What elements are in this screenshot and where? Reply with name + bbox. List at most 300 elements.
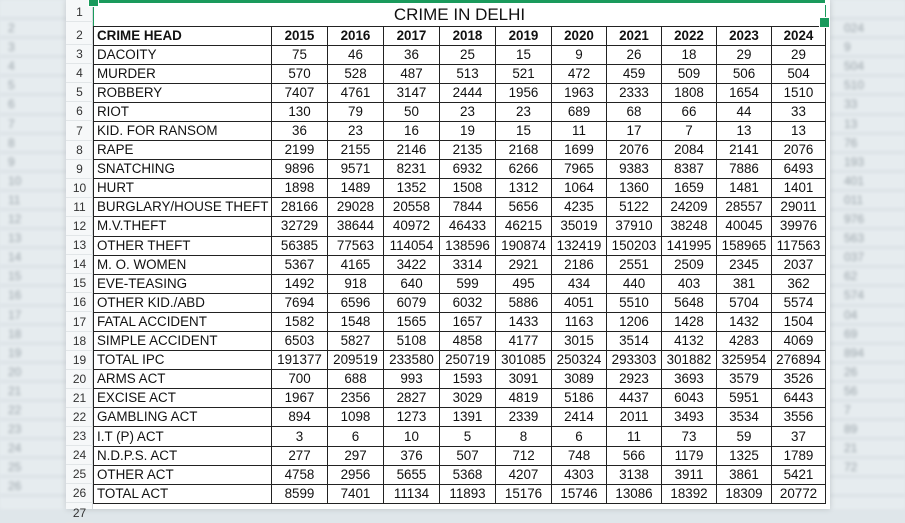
value-cell[interactable]: 20558 <box>384 198 440 217</box>
row-number[interactable]: 20 <box>66 370 93 389</box>
value-cell[interactable]: 3314 <box>440 255 496 274</box>
value-cell[interactable]: 250324 <box>552 351 607 370</box>
crime-head-cell[interactable]: OTHER ACT <box>94 465 272 484</box>
value-cell[interactable]: 141995 <box>662 236 717 255</box>
value-cell[interactable]: 487 <box>384 64 440 83</box>
value-cell[interactable]: 6443 <box>772 389 826 408</box>
crime-head-header[interactable]: CRIME HEAD <box>94 26 272 45</box>
value-cell[interactable]: 5827 <box>328 332 384 351</box>
value-cell[interactable]: 2037 <box>772 255 826 274</box>
value-cell[interactable]: 15746 <box>552 484 607 503</box>
year-header-9[interactable]: 2024 <box>772 26 826 45</box>
value-cell[interactable]: 1312 <box>496 179 552 198</box>
value-cell[interactable]: 1504 <box>772 312 826 331</box>
value-cell[interactable]: 599 <box>440 274 496 293</box>
value-cell[interactable]: 1352 <box>384 179 440 198</box>
crime-head-cell[interactable]: OTHER THEFT <box>94 236 272 255</box>
value-cell[interactable]: 9383 <box>607 160 662 179</box>
value-cell[interactable]: 3514 <box>607 332 662 351</box>
crime-head-cell[interactable]: BURGLARY/HOUSE THEFT <box>94 198 272 217</box>
value-cell[interactable]: 209519 <box>328 351 384 370</box>
selection-handle-right[interactable] <box>819 17 830 28</box>
crime-head-cell[interactable]: EXCISE ACT <box>94 389 272 408</box>
value-cell[interactable]: 1593 <box>440 370 496 389</box>
value-cell[interactable]: 3029 <box>440 389 496 408</box>
value-cell[interactable]: 13 <box>772 121 826 140</box>
row-number[interactable]: 23 <box>66 427 93 446</box>
value-cell[interactable]: 7 <box>662 121 717 140</box>
value-cell[interactable]: 1179 <box>662 446 717 465</box>
value-cell[interactable]: 918 <box>328 274 384 293</box>
value-cell[interactable]: 1428 <box>662 312 717 331</box>
value-cell[interactable]: 37 <box>772 427 826 446</box>
value-cell[interactable]: 277 <box>272 446 328 465</box>
value-cell[interactable]: 1492 <box>272 274 328 293</box>
value-cell[interactable]: 35019 <box>552 217 607 236</box>
value-cell[interactable]: 29011 <box>772 198 826 217</box>
value-cell[interactable]: 2135 <box>440 141 496 160</box>
crime-head-cell[interactable]: N.D.P.S. ACT <box>94 446 272 465</box>
value-cell[interactable]: 59 <box>717 427 772 446</box>
value-cell[interactable]: 15176 <box>496 484 552 503</box>
row-number[interactable]: 9 <box>66 160 93 179</box>
value-cell[interactable]: 1510 <box>772 83 826 102</box>
value-cell[interactable]: 2076 <box>772 141 826 160</box>
value-cell[interactable]: 528 <box>328 64 384 83</box>
value-cell[interactable]: 25 <box>440 45 496 64</box>
value-cell[interactable]: 440 <box>607 274 662 293</box>
value-cell[interactable]: 5368 <box>440 465 496 484</box>
value-cell[interactable]: 250719 <box>440 351 496 370</box>
value-cell[interactable]: 13086 <box>607 484 662 503</box>
value-cell[interactable]: 6493 <box>772 160 826 179</box>
value-cell[interactable]: 3 <box>272 427 328 446</box>
value-cell[interactable]: 513 <box>440 64 496 83</box>
row-number[interactable]: 3 <box>66 45 93 64</box>
row-number[interactable]: 5 <box>66 83 93 102</box>
row-number[interactable]: 12 <box>66 217 93 236</box>
value-cell[interactable]: 3861 <box>717 465 772 484</box>
value-cell[interactable]: 2827 <box>384 389 440 408</box>
value-cell[interactable]: 66 <box>662 102 717 121</box>
value-cell[interactable]: 233580 <box>384 351 440 370</box>
value-cell[interactable]: 5656 <box>496 198 552 217</box>
value-cell[interactable]: 5574 <box>772 293 826 312</box>
value-cell[interactable]: 1967 <box>272 389 328 408</box>
value-cell[interactable]: 16 <box>384 121 440 140</box>
value-cell[interactable]: 23 <box>328 121 384 140</box>
value-cell[interactable]: 1808 <box>662 83 717 102</box>
value-cell[interactable]: 4283 <box>717 332 772 351</box>
value-cell[interactable]: 26 <box>607 45 662 64</box>
value-cell[interactable]: 2444 <box>440 83 496 102</box>
crime-head-cell[interactable]: M. O. WOMEN <box>94 255 272 274</box>
value-cell[interactable]: 4177 <box>496 332 552 351</box>
value-cell[interactable]: 3526 <box>772 370 826 389</box>
value-cell[interactable]: 403 <box>662 274 717 293</box>
value-cell[interactable]: 1273 <box>384 408 440 427</box>
value-cell[interactable]: 24209 <box>662 198 717 217</box>
value-cell[interactable]: 1163 <box>552 312 607 331</box>
value-cell[interactable]: 276894 <box>772 351 826 370</box>
value-cell[interactable]: 689 <box>552 102 607 121</box>
value-cell[interactable]: 1432 <box>717 312 772 331</box>
value-cell[interactable]: 5421 <box>772 465 826 484</box>
value-cell[interactable]: 15 <box>496 45 552 64</box>
value-cell[interactable]: 33 <box>772 102 826 121</box>
value-cell[interactable]: 6079 <box>384 293 440 312</box>
crime-head-cell[interactable]: HURT <box>94 179 272 198</box>
row-number[interactable]: 13 <box>66 236 93 255</box>
value-cell[interactable]: 894 <box>272 408 328 427</box>
value-cell[interactable]: 1489 <box>328 179 384 198</box>
value-cell[interactable]: 158965 <box>717 236 772 255</box>
row-number[interactable]: 27 <box>66 504 93 523</box>
value-cell[interactable]: 507 <box>440 446 496 465</box>
row-number[interactable]: 1 <box>66 3 93 22</box>
value-cell[interactable]: 1582 <box>272 312 328 331</box>
value-cell[interactable]: 495 <box>496 274 552 293</box>
crime-head-cell[interactable]: EVE-TEASING <box>94 274 272 293</box>
value-cell[interactable]: 11893 <box>440 484 496 503</box>
value-cell[interactable]: 1481 <box>717 179 772 198</box>
value-cell[interactable]: 5186 <box>552 389 607 408</box>
year-header-0[interactable]: 2015 <box>272 26 328 45</box>
value-cell[interactable]: 23 <box>496 102 552 121</box>
value-cell[interactable]: 3493 <box>662 408 717 427</box>
value-cell[interactable]: 36 <box>384 45 440 64</box>
crime-head-cell[interactable]: SNATCHING <box>94 160 272 179</box>
spreadsheet[interactable] <box>66 0 830 520</box>
value-cell[interactable]: 3911 <box>662 465 717 484</box>
value-cell[interactable]: 2509 <box>662 255 717 274</box>
value-cell[interactable]: 1325 <box>717 446 772 465</box>
year-header-7[interactable]: 2022 <box>662 26 717 45</box>
value-cell[interactable]: 6932 <box>440 160 496 179</box>
value-cell[interactable]: 9571 <box>328 160 384 179</box>
crime-head-cell[interactable]: ARMS ACT <box>94 370 272 389</box>
value-cell[interactable]: 7886 <box>717 160 772 179</box>
value-cell[interactable]: 3089 <box>552 370 607 389</box>
value-cell[interactable]: 2168 <box>496 141 552 160</box>
value-cell[interactable]: 56385 <box>272 236 328 255</box>
value-cell[interactable]: 4069 <box>772 332 826 351</box>
value-cell[interactable]: 6266 <box>496 160 552 179</box>
value-cell[interactable]: 3693 <box>662 370 717 389</box>
value-cell[interactable]: 5122 <box>607 198 662 217</box>
crime-head-cell[interactable]: M.V.THEFT <box>94 217 272 236</box>
value-cell[interactable]: 13 <box>717 121 772 140</box>
value-cell[interactable]: 434 <box>552 274 607 293</box>
value-cell[interactable]: 28557 <box>717 198 772 217</box>
value-cell[interactable]: 1898 <box>272 179 328 198</box>
value-cell[interactable]: 44 <box>717 102 772 121</box>
value-cell[interactable]: 11 <box>607 427 662 446</box>
value-cell[interactable]: 79 <box>328 102 384 121</box>
value-cell[interactable]: 5886 <box>496 293 552 312</box>
value-cell[interactable]: 1565 <box>384 312 440 331</box>
value-cell[interactable]: 3556 <box>772 408 826 427</box>
year-header-5[interactable]: 2020 <box>552 26 607 45</box>
value-cell[interactable]: 190874 <box>496 236 552 255</box>
value-cell[interactable]: 4819 <box>496 389 552 408</box>
value-cell[interactable]: 2011 <box>607 408 662 427</box>
crime-head-cell[interactable]: OTHER KID./ABD <box>94 293 272 312</box>
value-cell[interactable]: 7401 <box>328 484 384 503</box>
value-cell[interactable]: 1963 <box>552 83 607 102</box>
row-number[interactable]: 2 <box>66 26 93 45</box>
value-cell[interactable]: 8387 <box>662 160 717 179</box>
value-cell[interactable]: 1654 <box>717 83 772 102</box>
value-cell[interactable]: 376 <box>384 446 440 465</box>
crime-head-cell[interactable]: TOTAL IPC <box>94 351 272 370</box>
value-cell[interactable]: 2141 <box>717 141 772 160</box>
crime-head-cell[interactable]: TOTAL ACT <box>94 484 272 503</box>
value-cell[interactable]: 3579 <box>717 370 772 389</box>
value-cell[interactable]: 17 <box>607 121 662 140</box>
table-title[interactable]: CRIME IN DELHI <box>94 5 826 26</box>
value-cell[interactable]: 1206 <box>607 312 662 331</box>
value-cell[interactable]: 6 <box>552 427 607 446</box>
value-cell[interactable]: 700 <box>272 370 328 389</box>
value-cell[interactable]: 191377 <box>272 351 328 370</box>
value-cell[interactable]: 11 <box>552 121 607 140</box>
value-cell[interactable]: 748 <box>552 446 607 465</box>
year-header-8[interactable]: 2023 <box>717 26 772 45</box>
value-cell[interactable]: 6 <box>328 427 384 446</box>
value-cell[interactable]: 4858 <box>440 332 496 351</box>
value-cell[interactable]: 4132 <box>662 332 717 351</box>
value-cell[interactable]: 1657 <box>440 312 496 331</box>
year-header-3[interactable]: 2018 <box>440 26 496 45</box>
row-number[interactable]: 18 <box>66 332 93 351</box>
value-cell[interactable]: 4207 <box>496 465 552 484</box>
crime-head-cell[interactable]: ROBBERY <box>94 83 272 102</box>
crime-head-cell[interactable]: SIMPLE ACCIDENT <box>94 332 272 351</box>
row-number[interactable]: 14 <box>66 255 93 274</box>
crime-head-cell[interactable]: RIOT <box>94 102 272 121</box>
value-cell[interactable]: 3422 <box>384 255 440 274</box>
crime-head-cell[interactable]: FATAL ACCIDENT <box>94 312 272 331</box>
value-cell[interactable]: 39976 <box>772 217 826 236</box>
value-cell[interactable]: 5951 <box>717 389 772 408</box>
value-cell[interactable]: 521 <box>496 64 552 83</box>
value-cell[interactable]: 38644 <box>328 217 384 236</box>
value-cell[interactable]: 4758 <box>272 465 328 484</box>
value-cell[interactable]: 459 <box>607 64 662 83</box>
value-cell[interactable]: 20772 <box>772 484 826 503</box>
value-cell[interactable]: 11134 <box>384 484 440 503</box>
value-cell[interactable]: 36 <box>272 121 328 140</box>
value-cell[interactable]: 23 <box>440 102 496 121</box>
crime-head-cell[interactable]: DACOITY <box>94 45 272 64</box>
value-cell[interactable]: 712 <box>496 446 552 465</box>
value-cell[interactable]: 40972 <box>384 217 440 236</box>
value-cell[interactable]: 4165 <box>328 255 384 274</box>
value-cell[interactable]: 5367 <box>272 255 328 274</box>
row-number[interactable]: 8 <box>66 141 93 160</box>
value-cell[interactable]: 77563 <box>328 236 384 255</box>
value-cell[interactable]: 40045 <box>717 217 772 236</box>
value-cell[interactable]: 29 <box>772 45 826 64</box>
value-cell[interactable]: 2333 <box>607 83 662 102</box>
value-cell[interactable]: 509 <box>662 64 717 83</box>
value-cell[interactable]: 2923 <box>607 370 662 389</box>
value-cell[interactable]: 2084 <box>662 141 717 160</box>
value-cell[interactable]: 2414 <box>552 408 607 427</box>
value-cell[interactable]: 2345 <box>717 255 772 274</box>
value-cell[interactable]: 2076 <box>607 141 662 160</box>
value-cell[interactable]: 150203 <box>607 236 662 255</box>
value-cell[interactable]: 1433 <box>496 312 552 331</box>
value-cell[interactable]: 993 <box>384 370 440 389</box>
value-cell[interactable]: 1098 <box>328 408 384 427</box>
value-cell[interactable]: 132419 <box>552 236 607 255</box>
value-cell[interactable]: 5655 <box>384 465 440 484</box>
value-cell[interactable]: 15 <box>496 121 552 140</box>
value-cell[interactable]: 7407 <box>272 83 328 102</box>
value-cell[interactable]: 8231 <box>384 160 440 179</box>
value-cell[interactable]: 4235 <box>552 198 607 217</box>
value-cell[interactable]: 29 <box>717 45 772 64</box>
value-cell[interactable]: 7844 <box>440 198 496 217</box>
value-cell[interactable]: 2146 <box>384 141 440 160</box>
row-number[interactable]: 21 <box>66 389 93 408</box>
value-cell[interactable]: 8 <box>496 427 552 446</box>
value-cell[interactable]: 293303 <box>607 351 662 370</box>
value-cell[interactable]: 9896 <box>272 160 328 179</box>
row-number[interactable]: 22 <box>66 408 93 427</box>
row-number[interactable]: 17 <box>66 313 93 332</box>
value-cell[interactable]: 3138 <box>607 465 662 484</box>
value-cell[interactable]: 2155 <box>328 141 384 160</box>
value-cell[interactable]: 5 <box>440 427 496 446</box>
value-cell[interactable]: 3015 <box>552 332 607 351</box>
value-cell[interactable]: 18 <box>662 45 717 64</box>
value-cell[interactable]: 1401 <box>772 179 826 198</box>
row-number[interactable]: 26 <box>66 484 93 503</box>
value-cell[interactable]: 50 <box>384 102 440 121</box>
value-cell[interactable]: 1789 <box>772 446 826 465</box>
value-cell[interactable]: 688 <box>328 370 384 389</box>
value-cell[interactable]: 2186 <box>552 255 607 274</box>
value-cell[interactable]: 1064 <box>552 179 607 198</box>
row-number[interactable]: 11 <box>66 198 93 217</box>
value-cell[interactable]: 570 <box>272 64 328 83</box>
value-cell[interactable]: 5704 <box>717 293 772 312</box>
value-cell[interactable]: 18309 <box>717 484 772 503</box>
value-cell[interactable]: 1508 <box>440 179 496 198</box>
value-cell[interactable]: 138596 <box>440 236 496 255</box>
value-cell[interactable]: 2956 <box>328 465 384 484</box>
value-cell[interactable]: 2356 <box>328 389 384 408</box>
value-cell[interactable]: 5108 <box>384 332 440 351</box>
value-cell[interactable]: 6503 <box>272 332 328 351</box>
crime-head-cell[interactable]: MURDER <box>94 64 272 83</box>
year-header-6[interactable]: 2021 <box>607 26 662 45</box>
value-cell[interactable]: 3091 <box>496 370 552 389</box>
value-cell[interactable]: 10 <box>384 427 440 446</box>
value-cell[interactable]: 29028 <box>328 198 384 217</box>
value-cell[interactable]: 506 <box>717 64 772 83</box>
value-cell[interactable]: 1391 <box>440 408 496 427</box>
value-cell[interactable]: 4303 <box>552 465 607 484</box>
value-cell[interactable]: 325954 <box>717 351 772 370</box>
value-cell[interactable]: 504 <box>772 64 826 83</box>
value-cell[interactable]: 130 <box>272 102 328 121</box>
value-cell[interactable]: 32729 <box>272 217 328 236</box>
value-cell[interactable]: 1956 <box>496 83 552 102</box>
value-cell[interactable]: 73 <box>662 427 717 446</box>
value-cell[interactable]: 38248 <box>662 217 717 236</box>
value-cell[interactable]: 2199 <box>272 141 328 160</box>
value-cell[interactable]: 37910 <box>607 217 662 236</box>
value-cell[interactable]: 1699 <box>552 141 607 160</box>
value-cell[interactable]: 9 <box>552 45 607 64</box>
year-header-1[interactable]: 2016 <box>328 26 384 45</box>
value-cell[interactable]: 2339 <box>496 408 552 427</box>
row-number[interactable]: 24 <box>66 446 93 465</box>
value-cell[interactable]: 46433 <box>440 217 496 236</box>
value-cell[interactable]: 566 <box>607 446 662 465</box>
row-number[interactable]: 19 <box>66 351 93 370</box>
value-cell[interactable]: 28166 <box>272 198 328 217</box>
value-cell[interactable]: 117563 <box>772 236 826 255</box>
year-header-2[interactable]: 2017 <box>384 26 440 45</box>
value-cell[interactable]: 301085 <box>496 351 552 370</box>
value-cell[interactable]: 2921 <box>496 255 552 274</box>
value-cell[interactable]: 7965 <box>552 160 607 179</box>
value-cell[interactable]: 2551 <box>607 255 662 274</box>
value-cell[interactable]: 4761 <box>328 83 384 102</box>
value-cell[interactable]: 7694 <box>272 293 328 312</box>
value-cell[interactable]: 362 <box>772 274 826 293</box>
value-cell[interactable]: 6032 <box>440 293 496 312</box>
value-cell[interactable]: 75 <box>272 45 328 64</box>
value-cell[interactable]: 1360 <box>607 179 662 198</box>
value-cell[interactable]: 640 <box>384 274 440 293</box>
value-cell[interactable]: 4051 <box>552 293 607 312</box>
value-cell[interactable]: 6596 <box>328 293 384 312</box>
value-cell[interactable]: 5648 <box>662 293 717 312</box>
row-number[interactable]: 7 <box>66 122 93 141</box>
row-number[interactable]: 4 <box>66 64 93 83</box>
value-cell[interactable]: 472 <box>552 64 607 83</box>
crime-head-cell[interactable]: RAPE <box>94 141 272 160</box>
value-cell[interactable]: 18392 <box>662 484 717 503</box>
row-number[interactable]: 25 <box>66 465 93 484</box>
value-cell[interactable]: 8599 <box>272 484 328 503</box>
year-header-4[interactable]: 2019 <box>496 26 552 45</box>
row-number[interactable]: 6 <box>66 102 93 121</box>
crime-head-cell[interactable]: I.T (P) ACT <box>94 427 272 446</box>
row-number[interactable]: 16 <box>66 293 93 312</box>
value-cell[interactable]: 68 <box>607 102 662 121</box>
selection-handle-left[interactable] <box>88 0 99 7</box>
value-cell[interactable]: 301882 <box>662 351 717 370</box>
value-cell[interactable]: 5510 <box>607 293 662 312</box>
value-cell[interactable]: 19 <box>440 121 496 140</box>
row-number[interactable]: 15 <box>66 274 93 293</box>
row-number[interactable]: 10 <box>66 179 93 198</box>
value-cell[interactable]: 46215 <box>496 217 552 236</box>
value-cell[interactable]: 297 <box>328 446 384 465</box>
value-cell[interactable]: 3147 <box>384 83 440 102</box>
value-cell[interactable]: 381 <box>717 274 772 293</box>
value-cell[interactable]: 1659 <box>662 179 717 198</box>
value-cell[interactable]: 46 <box>328 45 384 64</box>
value-cell[interactable]: 114054 <box>384 236 440 255</box>
